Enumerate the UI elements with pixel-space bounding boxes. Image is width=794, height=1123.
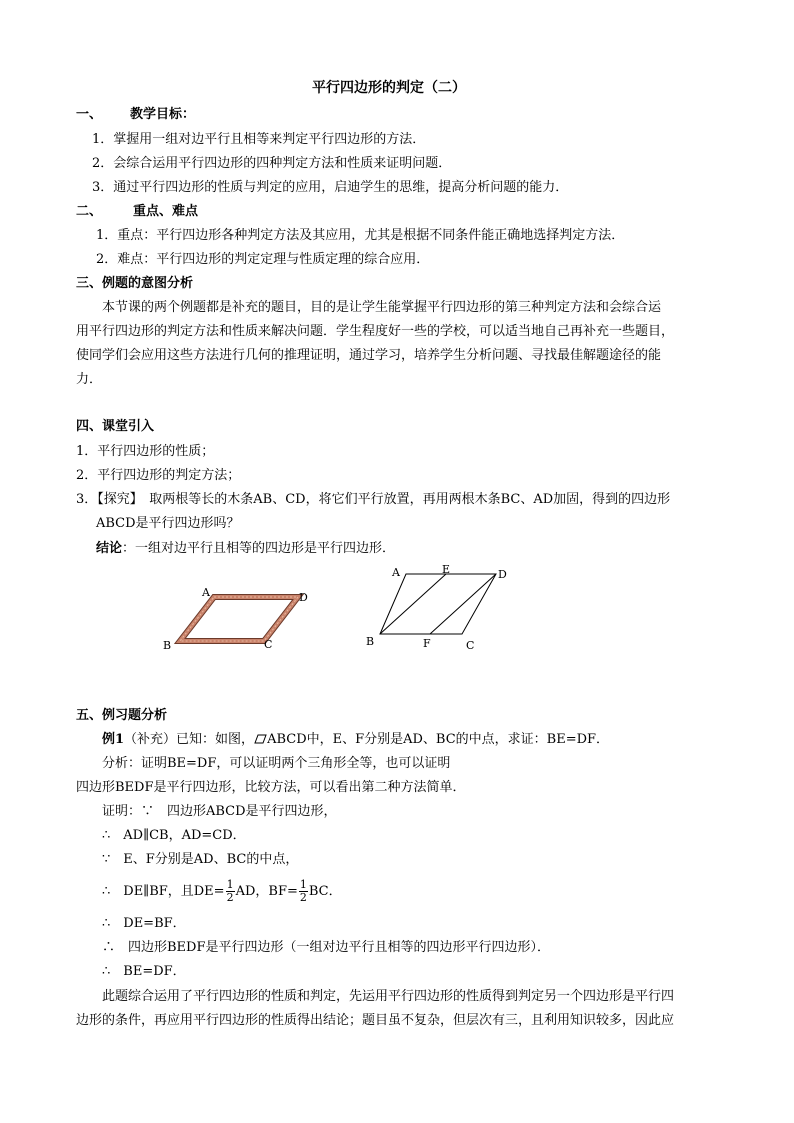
fig1-label-c: C (264, 638, 273, 651)
closing-line-2: 边形的条件，再应用平行四边形的性质得出结论；题目虽不复杂，但层次有三，且利用知识较多，因此应 (76, 1013, 675, 1028)
figure-wooden-parallelogram (160, 585, 320, 655)
fraction-half-1: $\frac{1}{2}$ (226, 878, 234, 904)
section-4-item-1: 1．平行四边形的性质； (76, 444, 215, 459)
proof-line-7: ∴ BE=DF． (102, 964, 186, 979)
segment-be (380, 574, 446, 634)
proof-line-5: ∴ DE=BF． (102, 916, 186, 931)
fig2-label-e: E (442, 563, 451, 576)
section-1-item-1: 1．掌握用一组对边平行且相等来判定平行四边形的方法． (92, 132, 426, 147)
page-title: 平行四边形的判定（二） (312, 80, 466, 96)
section-2-item-1: 1．重点：平行四边形各种判定方法及其应用，尤其是根据不同条件能正确地选择判定方法． (96, 228, 625, 243)
section-4-conclusion (96, 540, 395, 558)
section-3-line-4: 力． (76, 372, 103, 387)
section-5-heading: 五、例习题分析 (76, 708, 168, 723)
fig1-label-b: B (163, 639, 172, 652)
section-3-line-2: 用平行四边形的判定方法和性质来解决问题．学生程度好一些的学校，可以适当地自己再补充一些题目， (76, 324, 675, 339)
section-3-line-1: 本节课的两个例题都是补充的题目，目的是让学生能掌握平行四边形的第三种判定方法和会综合运 (102, 300, 662, 315)
section-4-item-3-cont: ABCD是平行四边形吗？ (96, 516, 240, 531)
fig1-label-d: D (299, 591, 308, 604)
section-2-number: 二、 (76, 204, 103, 219)
parallelogram-abcd (380, 574, 496, 634)
section-1-item-2: 2．会综合运用平行四边形的四种判定方法和性质来证明问题． (92, 156, 452, 171)
proof-line-2: ∴ AD∥CB，AD=CD． (102, 828, 246, 843)
section-2-heading: 重点、难点 (133, 204, 199, 219)
fig2-label-b: B (366, 635, 375, 648)
closing-line-1: 此题综合运用了平行四边形的性质和判定，先运用平行四边形的性质得到判定另一个四边形是平行四 (102, 989, 675, 1004)
proof-line-4 (102, 877, 342, 907)
fig2-label-f: F (423, 637, 431, 650)
section-3-heading: 三、例题的意图分析 (76, 276, 194, 291)
proof-line-4-c: BC． (308, 884, 342, 899)
proof-line-6: ∴ 四边形BEDF是平行四边形（一组对边平行且相等的四边形平行四边形）． (102, 940, 550, 955)
section-1-item-3: 3．通过平行四边形的性质与判定的应用，启迪学生的思维，提高分析问题的能力． (92, 180, 569, 195)
conclusion-text: ：一组对边平行且相等的四边形是平行四边形． (122, 541, 396, 556)
section-3-line-3: 使同学们会应用这些方法进行几何的推理证明，通过学习，培养学生分析问题、寻找最佳解题途径的能 (76, 348, 662, 363)
conclusion-label: 结论 (96, 541, 123, 556)
example-1-label: 例1 (102, 732, 125, 747)
fig1-label-a: A (202, 586, 210, 599)
fig2-label-a: A (392, 566, 400, 579)
example-1-statement (102, 731, 609, 749)
example-1-text-b: ABCD中，E、F分别是AD、BC的中点，求证：BE=DF． (267, 732, 610, 747)
section-1-number: 一、 (76, 107, 103, 122)
fraction-half-2: $\frac{1}{2}$ (299, 878, 307, 904)
section-4-item-3: 3．【探究】 取两根等长的木条AB、CD，将它们平行放置，再用两根木条BC、AD加固，得到的四边形 (76, 492, 671, 507)
parallelogram-symbol-icon (254, 734, 267, 744)
figure-parallelogram-bedf (360, 562, 520, 658)
example-1-text-a: （补充）已知：如图， (124, 732, 255, 747)
proof-line-4-b: AD，BF= (235, 884, 298, 899)
fig2-label-c: C (466, 639, 475, 652)
analysis-line-2: 四边形BEDF是平行四边形，比较方法，可以看出第二种方法简单． (76, 780, 466, 795)
analysis-line-1: 分析：证明BE=DF，可以证明两个三角形全等，也可以证明 (102, 756, 451, 771)
section-4-heading: 四、课堂引入 (76, 419, 155, 434)
proof-line-4-a: ∴ DE∥BF，且DE= (102, 884, 225, 899)
proof-line-3: ∵ E、F分别是AD、BC的中点， (102, 852, 299, 867)
proof-line-1: 证明：∵ 四边形ABCD是平行四边形， (102, 804, 337, 819)
stick-frame-fill (180, 597, 298, 641)
section-1-heading: 教学目标： (130, 107, 196, 122)
section-4-item-2: 2．平行四边形的判定方法； (76, 468, 241, 483)
fig2-label-d: D (498, 568, 507, 581)
segment-fd (430, 574, 496, 634)
section-2-item-2: 2．难点：平行四边形的判定定理与性质定理的综合应用． (96, 252, 430, 267)
